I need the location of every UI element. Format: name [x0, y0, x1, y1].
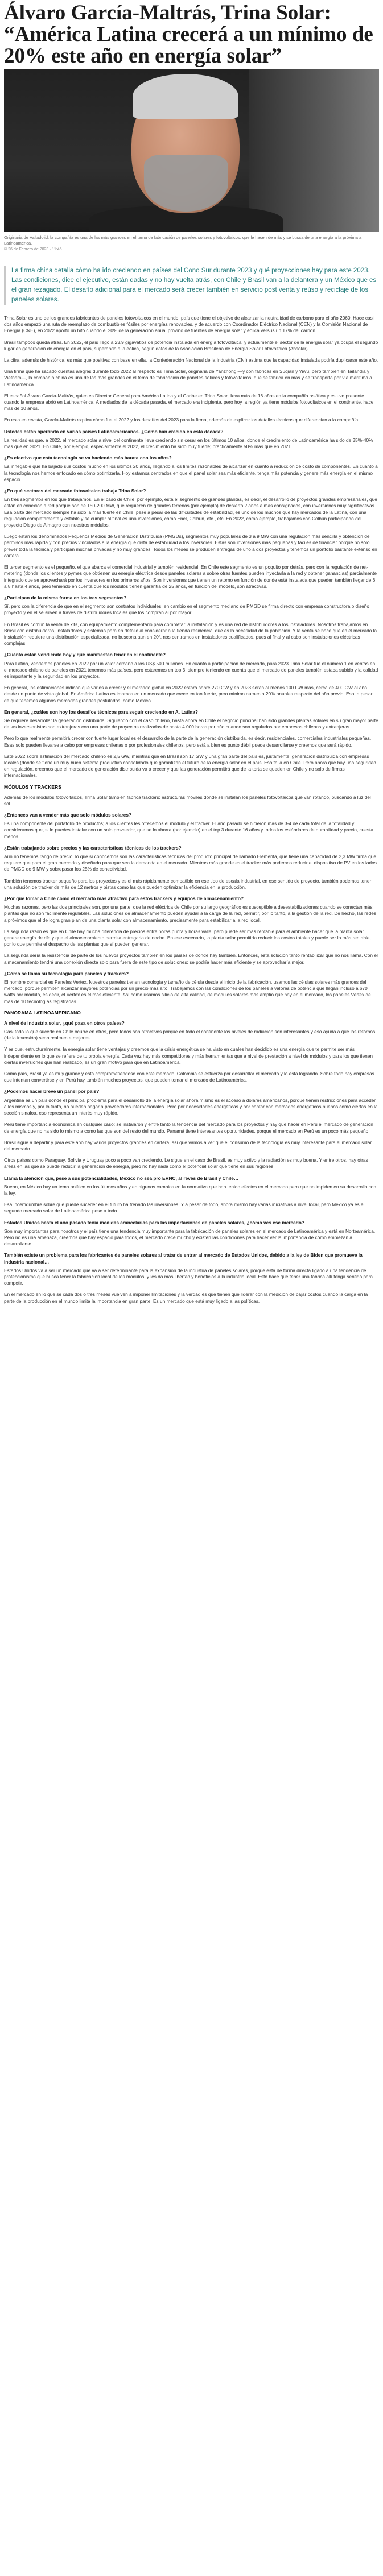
body-paragraph: Una firma que ha sacado cuentas alegres durante todo 2022 al respecto es Trina Solar, originaria de Yanzhong —y con fábricas en Suqian y Yiwu, pero también en Tailandia y Vietnam—, la compañía china es una de las más grandes en el tema de fabricación de paneles solares y fotovoltaicos, que se fabrica en más y se transporta por vía marítima a Latinoamérica.	[4, 368, 372, 387]
body-paragraph: Se requiere desarrollar la generación distribuida. Siguiendo con el caso chileno, hasta ahora en Chile el negocio principal han sido grandes plantas solares en su gran mayor parte de las inversionistas son extranjeras con una parte de proyectos realizadas de hasta 4.000 horas por año cuando son regulados por empresas chilenas y extranjeras.	[4, 717, 378, 730]
body-paragraph: Bueno, en México hay un tema político en los últimos años y en algunos cambios en la normativa que han tenido efectos en el mercado pero que no impiden en su desarrollo con la ley.	[4, 1183, 377, 1196]
body-paragraph: Es innegable que ha bajado sus costos mucho en los últimos 20 años, llegando a los límites razonables de alcanzar en cuanto a reducción de costo de componentes. En cuanto a la tecnología nos hemos enfocado en cómo optimizarla. Hoy estamos centrados en que el panel solar sea más eficiente, tenga más potencia y genere más energía en el mismo espacio.	[4, 463, 378, 482]
interview-question: En general, ¿cuáles son hoy los desafíos técnicos para seguir creciendo en A. Latina?	[4, 709, 198, 715]
article-headline: Álvaro García-Maltrás, Trina Solar: “América Latina crecerá a un mínimo de 20% este año en energía solar”	[4, 1, 373, 68]
interview-question: A nivel de industria solar, ¿qué pasa en otros países?	[4, 1020, 125, 1026]
body-paragraph: Brasil tampoco queda atrás. En 2022, el país llegó a 23.9 gigavatios de potencia instalada en energía fotovoltaica, y actualmente el sector de la energía solar ya ocupa el segundo lugar en generación de energía en el país, superando a la eólica, según datos de la Asociación Brasileña de Energía Solar Fotovoltaica (Absolar).	[4, 339, 378, 351]
body-paragraph: En el mercado en lo que se cada dos o tres meses vuelven a imponer limitaciones y la verdad es que tienen que liderar con la medición de bajar costos cuando la carga en la parte de la producción en el mundo limita la importancia en gran parte. Es un mercado que está muy ligado a las políticas.	[4, 1291, 368, 1304]
body-paragraph: Este 2022 sobre estimación del mercado chileno es 2,5 GW, mientras que en Brasil son 17 GW y una gran parte del país es, justamente, generación distribuida con empresas locales (donde se tiene un muy buen sistema productivo consolidado que garantizan el futuro de la energía solar en el país. Eso falla en Chile. Pero ahora que hay una seguridad en regulación, creemos que el mercado de generación distribuida va a crecer y que las generación permitirá que de la torta se queden en Chile y no solo de firmas internacionales.	[4, 753, 377, 778]
article-body	[4, 315, 379, 1304]
body-paragraph: La segunda razón es que en Chile hay mucha diferencia de precios entre horas punta y horas valle, pero puede ser más rentable para el ambiente hacer que la planta solar genere energía de día y que el almacenamiento permita entregarla de noche. En ese escenario, la planta solar permitiría reducir los costos totales y puede ser lo más rentable, por lo que permite el despacho de las plantas que sí pueden generar.	[4, 928, 371, 947]
body-paragraph: Son muy importantes para nosotros y el país tiene una tendencia muy importante para la fabricación de paneles solares en el mercado de Latinoamérica y está en Norteamérica. Pero no es una amenaza, creemos que hay espacio para todos, el mercado crece mucho y existen las condiciones para hacer ver la importancia de cómo empiezan a desarrollarse.	[4, 1228, 376, 1247]
interview-question: ¿Por qué tomar a Chile como el mercado más atractivo para estos trackers y equipos de almacenamiento?	[4, 896, 244, 902]
body-paragraph: En tres segmentos en los que trabajamos. En el caso de Chile, por ejemplo, está el segmento de grandes plantas, es decir, el desarrollo de proyectos grandes empresariales, que están en conexión a red porque son de 150-200 MW, que requieren de grandes terrenos (por ejemplo) de desierto 2 años a más consignados, con inversiones muy significativas. Esa parte del mercado siempre ha sido la más fuerte en Chile, pese a pesar de las dificultades de estabilidad, es uno de los muchos que hay mercados de la Latina, con una regulación completamente y estable y se cumplir al final es una inversiones, como Enel, Colbún, etc., etc. En 2022, como ejemplo, trabajamos con Colbún participando del proyecto Diego de Almagro con nuestros módulos.	[4, 496, 377, 528]
body-paragraph: En esta entrevista, García-Maltrás explica cómo fue el 2022 y los desafíos del 2023 para la firma, además de explicar los detalles técnicos que diferencian a la compañía.	[4, 417, 360, 423]
body-paragraph: La realidad es que, a 2022, el mercado solar a nivel del continente lleva creciendo sin cesar en los últimos 10 años, donde el crecimiento de Latinoamérica ha sido de 35%-40% más que en 2021. En Chile, por ejemplo, especialmente el 2022, el crecimiento ha sido muy fuerte; prácticamente 50% más que en 2021.	[4, 437, 373, 450]
body-paragraph: La segunda sería la resistencia de parte de los nuevos proyectos también en los países de donde hay también. Entonces, esta solución tanto rentabilizar que no nos llama. Con el almacenamiento tendrá una conexión directa solo para fuera de este tipo de soluciones; se podría hacer más eficiente y se aprovecharía mejor.	[4, 952, 378, 965]
interview-question: Estados Unidos hasta el año pasado tenía medidas arancelarias para las importaciones de paneles solares, ¿cómo ves ese mercado?	[4, 1219, 304, 1225]
photo-background	[249, 69, 379, 232]
hero-photo	[4, 69, 379, 232]
body-paragraph: Argentina es un país donde el principal problema para el desarrollo de la energía solar ahora mismo es el acceso a dólares americanos, porque tienen restricciones para acceder a los mismos y, por lo tanto, no pueden pagar a proveedores internacionales. Pero por necesidades energéticas y por contar con mercados energéticos buenos como ciertas en la sección sinaloa, eso representa un interés muy rápido.	[4, 1097, 378, 1116]
photo-beard	[144, 155, 228, 212]
interview-question: ¿Participan de la misma forma en los tres segmentos?	[4, 594, 127, 600]
body-paragraph: Como país, Brasil ya es muy grande y está comprometiéndose con este mercado. Colombia se esfuerza por desarrollar el mercado y lo está logrando. Sobre todo hay empresas que intentan convertirse y en Perú hay también muchos proyectos, que pueden tomar el mercado de Latinoamérica.	[4, 1071, 374, 1083]
body-paragraph: La cifra, además de histórica, es más que positiva: con base en ella, la Confederación Nacional de la Industria (CNI) estima que la capacidad instalada podría duplicarse este año.	[4, 357, 378, 363]
body-paragraph: Pero lo que realmente permitirá crecer con fuerte lugar local es el desarrollo de la parte de la generación distribuida, es decir, residenciales, comerciales industriales pequeñas. Esas solo pueden llevarse a cabo por empresas chilenas o por profesionales chilenos, pero está a bien es punto débil puede desarrollarse y creemos que será rápido.	[4, 735, 372, 748]
body-paragraph: Brasil sigue a departir y para este año hay varios proyectos grandes en cartera, así que vamos a ver que el consumo de la tecnología es muy interesante para el mercado solar del mercado.	[4, 1139, 372, 1152]
body-paragraph: Aún no tenemos rango de precio, lo que sí conocemos son las características técnicas del producto principal de llamado Elementa, que tiene una capacidad de 2,3 MW firma que requiere que para el gran mercado y diseñado para que sea la demanda en el mercado. Mientras más grande es el tracker más podemos reducir el dispositivo de PV en los lados de PMGD de 9 MW y sobrepasar los 25% de conectividad.	[4, 854, 377, 872]
body-paragraph: Sí, pero con la diferencia de que en el segmento son contratos individuales, en cambio en el segmento mediano de PMGD se firma directo con empresa constructora o diseño proyecto y en él se sirven a través de distribuidores locales que los compran al por mayor.	[4, 603, 369, 616]
lead-text: La firma china detalla cómo ha ido creciendo en países del Cono Sur durante 2023 y qué proyecciones hay para este 2023. Las condiciones, dice el ejecutivo, están dadas y no hay vuelta atrás, con Chile y Brasil van a la delantera y un México que es el gran rezagado. El desafío adicional para el mercado será crecer también en servicio post venta y reúso y reciclaje de los paneles solares.	[11, 267, 377, 303]
body-paragraph: Para Latina, vendemos paneles en 2022 por un valor cercano a los US$ 500 millones. En cuanto a participación de mercado, para 2023 Trina Solar fue el número 1 en ventas en el mercado chileno de paneles en 2021 tenemos más países, pero estaremos en top 3, siempre teniendo en cuenta que el mercado de paneles también estaba subido y la calidad es importante y la seguridad en los proyectos.	[4, 660, 378, 679]
body-paragraph: En Brasil es común la venta de kits, con equipamiento complementario para completar la instalación y es una red de distribuidores a los instaladores. Nosotros trabajamos en Brasil con distribuidoras, instaladores y sistemas para en detalle al considerar a la tienda residencial que es la necesidad de la población. Y la venta se hace que en el mercado la instalación requiere una distribución especializada, no buscona aun en 20º, nos centramos en instaladores cualificados, pues al final y al cabo son instalaciones eléctricas complejas.	[4, 621, 377, 647]
section-heading: MÓDULOS Y TRACKERS	[4, 784, 61, 790]
body-paragraph: Casi todo lo que sucede en Chile ocurre en otros, pero todos son atractivos porque en todo el continente los niveles de radiación son interesantes y eso ayuda a que los retornos (de la inversión) sean realmente mejores.	[4, 1029, 376, 1041]
interview-question: Ustedes están operando en varios países Latinoamericanos. ¿Cómo han crecido en esta década?	[4, 428, 224, 434]
interview-question: También existe un problema para los fabricantes de paneles solares al tratar de entrar al mercado de Estados Unidos, debido a la ley de Biden que promueve la industria nacional…	[4, 1252, 363, 1265]
body-paragraph: Trina Solar es uno de los grandes fabricantes de paneles fotovoltaicos en el mundo, país que tiene el objetivo de alcanzar la neutralidad de carbono para el año 2060. Hace casi dos años empezó una ruta de reemplazo de combustibles fósiles por energías renovables, y de acuerdo con Coordinador Eléctrico Nacional (CEN) y la Comisión Nacional de Energía (CNE), en 2022 aportó un hito cuando el 20% de la generación anual provino de fuentes de energía solar y eólica versus un 17% del carbón.	[4, 315, 374, 334]
interview-question: ¿Podemos hacer breve un panel por país?	[4, 1088, 100, 1095]
photo-hair	[133, 74, 238, 119]
body-paragraph: Es una componente del portafolio de productos; a los clientes les ofrecemos el módulo y el tracker. El año pasado se hicieron más de 3-4 de cada total de la totalidad y consideramos que, si lo puedes instalar con un solo proveedor, que se lo ahorra (por ejemplo) en el top 3 durante 16 años y todos los estándares de durabilidad y precio, cuesta menos.	[4, 821, 373, 839]
body-paragraph: Y es que, estructuralmente, la energía solar tiene ventajas y creemos que la crisis energética se ha visto en cuales han decidido es una energía que te permite ser más independiente en lo que se refiere de tu propia energía. Cada vez hay más competidores y más herramientas que a nivel de prestación a nivel de módulos y para los que tienen ciertas inversiones que han realizado, es un gran motivo para que en Latinoamérica.	[4, 1046, 373, 1065]
image-caption: Originaria de Valladolid, la compañía es una de las más grandes en el tema de fabricación de paneles solares y fotovoltaicos, que le hacen de más y se busca de una energía a la próxima a Latinoamérica.	[4, 235, 362, 246]
body-paragraph: Además de los módulos fotovoltaicos, Trina Solar también fabrica trackers: estructuras móviles donde se instalan los paneles fotovoltaicos que van rotando, buscando a luz del sol.	[4, 794, 371, 806]
section-heading: PANORAMA LATINOAMERICANO	[4, 1009, 81, 1016]
interview-question: ¿Están trabajando sobre precios y las características técnicas de los trackers?	[4, 844, 182, 851]
body-paragraph: El tercer segmento es el pequeño, el que abarca el comercial industrial y también residencial. En Chile este segmento es un poquito por detrás, pero con la regulación de net-metering (donde los clientes y pymes que obtienen su energía eléctrica desde paneles solares a sobre otras fuentes pueden inyectarla a la red y obtener ganancias) parcialmente integrado que se aprovechará por los inversores en los primeros años. Son inversiones que tienen un retorno en función de donde está instalada que pueden también llegar de 6 a 8 hasta 4 años, pero teniendo en cuenta que los módulos tienen garantía de 25 años, en función del modelo, son atractivas.	[4, 564, 377, 589]
interview-question: ¿Es efectivo que esta tecnología se va haciendo más barata con los años?	[4, 455, 172, 461]
interview-question: ¿En qué sectores del mercado fotovoltaico trabaja Trina Solar?	[4, 488, 146, 494]
body-paragraph: También tenemos tracker pequeño para los proyectos y es el más rápidamente compatible en ese tipo de escala industrial, en ese sentido de proyecto, también podemos tener una solución de tracker de más de 12 metros y pistas como las que pueden optimizar la eficiencia en la producción.	[4, 877, 372, 890]
body-paragraph: Muchas razones, pero las dos principales son, por una parte, que la red eléctrica de Chile por su largo geográfico es susceptible a desestabilizaciones cuando se conectan más plantas que no son fácilmente regulables. Las soluciones de almacenamiento pueden ayudar a la carga de la red, permitir, por lo tanto, a la gestión de la red. De hecho, las redes a próximos que el de logra gran plan de una planta solar con almacenamiento, precisamente para estabilizar a la red local.	[4, 904, 377, 923]
body-paragraph: El español Álvaro García-Maltrás, quien es Director General para América Latina y el Caribe en Trina Solar, lleva más de 16 años en la compañía asiática y estuvo presente cuando la empresa abrió en Latinoamérica. A mediados de la década pasada, el mercado era incipiente, pero hoy la región ya tiene módulos fotovoltaicos en el continente, hace más de 10 años.	[4, 392, 374, 412]
interview-question: ¿Cuánto están vendiendo hoy y qué manifiestan tener en el continente?	[4, 652, 166, 658]
body-paragraph: El nombre comercial es Paneles Vertex. Nuestros paneles tienen tecnología y tamaño de célula desde el inicio de la fabricación, usamos las células solares más grandes del mercado, porque permiten alcanzar mayores potencias por un precio más alto. Trabajamos con las condiciones de los paneles a valores de potencia que llegan incluso a 670 watts por módulo, es decir, el Vertex es el más eficiente. Así como usamos silicio de alta calidad, de módulos solares más amplio que hay en el mercado, los paneles Vertex de más de 10 tecnologías registradas.	[4, 979, 371, 1004]
interview-question: Llama la atención que, pese a sus potencialidades, México no sea pro ERNC, al revés de Brasil y Chile…	[4, 1175, 239, 1181]
interview-question: ¿Entonces van a vender más que solo módulos solares?	[4, 811, 132, 818]
article-lead	[4, 266, 379, 305]
article-dateline: © 26 de Febrero de 2023 · 11:45	[4, 247, 62, 251]
body-paragraph: Estados Unidos va a ser un mercado que va a ser determinante para la expansión de la industria de paneles solares, porque está de forma directa ligado a una tendencia de proteccionismo que busca tener la fabricación local de los módulos, y les da más libertad y beneficios a la industria local. Esto hace que tener una fábrica allí tenga sentido para competir.	[4, 1267, 373, 1286]
body-paragraph: Perú tiene importancia económica en cualquier caso: se instalaron y entre tanto la tendencia del mercado para los proyectos y hay que hacer en Perú el mercado de generación de energía que no ha sido lo mismo a como las que son del resto del mundo. Panamá tiene interesantes oportunidades, porque el mercado en Perú es un poco más pequeño.	[4, 1121, 373, 1134]
body-paragraph: Otros países como Paraguay, Bolivia y Uruguay poco a poco van creciendo. Le sigue en el caso de Brasil, es muy activo y la radiación es muy buena. Y entre otros, hay otras áreas en las que se puede reducir la generación de energía, pero no hay nada como el potencial solar que tiene en sus regiones.	[4, 1157, 368, 1170]
body-paragraph: En general, las estimaciones indican que varios a crecer y el mercado global en 2022 estará sobre 270 GW y en 2023 serán al menos 100 GW más, cerca de 400 GW al año desde un punto de vista global. En América Latina estimamos en un mercado que crece en tan fuerte, pero mínimo aumenta 20% anuales respecto del año previo. Eso, a pesar de que tenemos algunos mercados grandes postulados, como México.	[4, 685, 373, 703]
body-paragraph: Luego están los denominados Pequeños Medios de Generación Distribuida (PMGDs), segmentos muy populares de 3 a 9 MW con una regulación más sencilla y obtención de permisos más rápida y con precios vinculados a la energía que dista de estabilidad a los inversores. Estas son inversiones más pequeñas y fáciles de financiar porque no sólo prever toda la técnica y participan muchas privadas y no muy grandes. Todos los meses se producen entregas de uno a dos proyectos y tenemos un portfolio bastante extenso en cartera.	[4, 533, 377, 558]
interview-question: ¿Cómo se llama su tecnología para paneles y trackers?	[4, 970, 129, 976]
body-paragraph: Esa incertidumbre sobre qué puede suceder en el futuro ha frenado las inversiones. Y a pesar de todo, ahora mismo hay varias iniciativas a nivel local, pero México ya es el segundo mercado solar de Latinoamérica pese a todo.	[4, 1202, 365, 1214]
